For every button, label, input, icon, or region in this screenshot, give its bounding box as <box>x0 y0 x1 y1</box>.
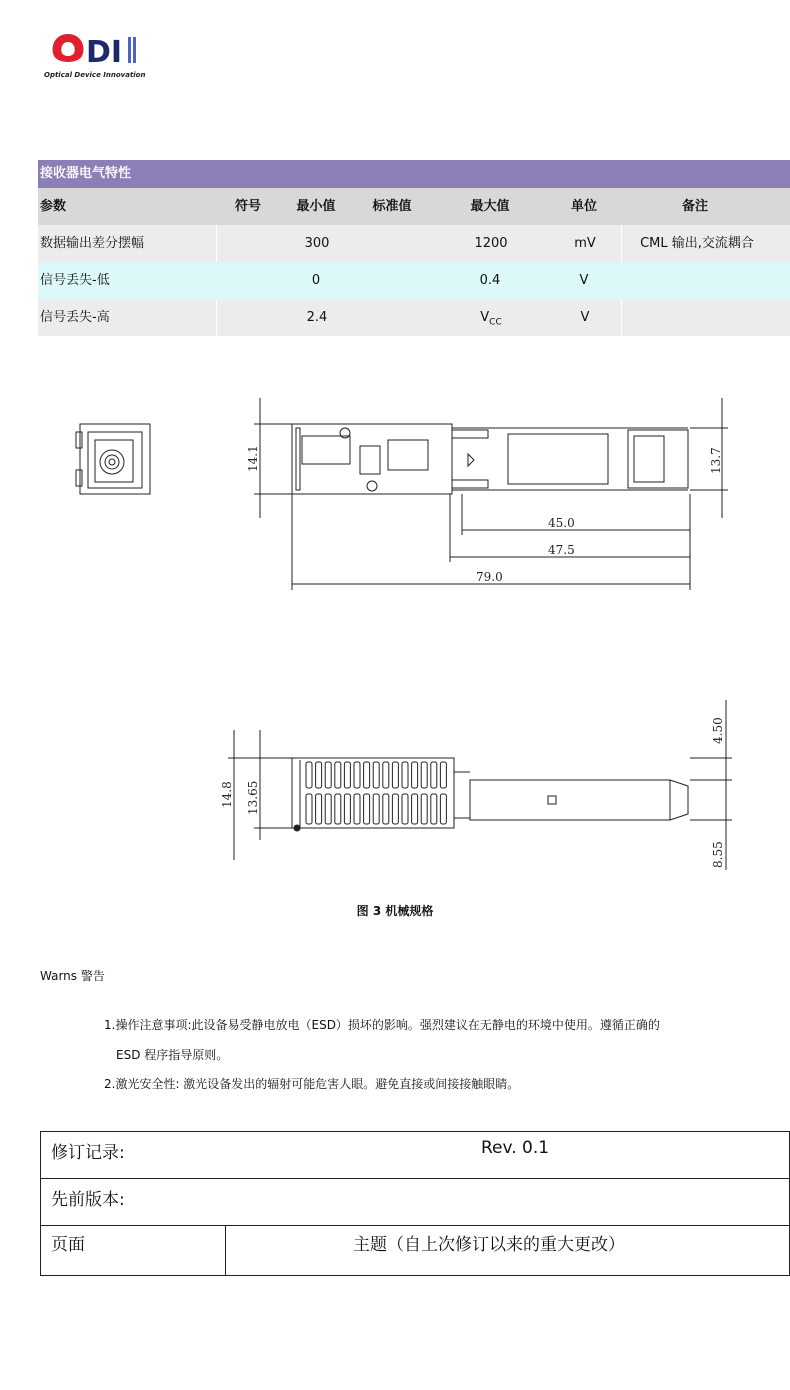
vcc-main: V <box>480 310 490 325</box>
heatsink-fin <box>325 794 331 824</box>
cell-symbol <box>216 299 281 336</box>
revision-record-label: 修订记录: <box>51 1143 125 1163</box>
cell-note <box>620 262 770 299</box>
cell-min: 0 <box>311 273 321 288</box>
mechanical-drawing <box>0 380 790 900</box>
heatsink-fin <box>440 762 446 788</box>
cell-max: 0.4 <box>479 273 501 288</box>
table-title: 接收器电气特性 <box>38 160 790 188</box>
cell-note <box>621 299 772 336</box>
dim-13-7: 13.7 <box>709 447 723 474</box>
cell-max: 1200 <box>474 236 508 251</box>
logo-letters: DI <box>86 35 123 70</box>
side-view-drawing <box>292 758 688 831</box>
cell-param: 信号丢失-低 <box>40 273 110 288</box>
warning-item-esd-cont: ESD 程序指导原则。 <box>116 1048 229 1062</box>
side-view-fins <box>306 762 446 824</box>
dim-45-0: 45.0 <box>548 516 575 530</box>
header-max: 最大值 <box>470 199 510 214</box>
warning-item-laser: 2.激光安全性: 激光设备发出的辐射可能危害人眼。避免直接或间接接触眼睛。 <box>104 1077 520 1091</box>
heatsink-fin <box>383 762 389 788</box>
heatsink-fin <box>402 794 408 824</box>
cell-param: 数据输出差分摆幅 <box>40 236 145 251</box>
heatsink-fin <box>354 794 360 824</box>
heatsink-fin <box>431 794 437 824</box>
heatsink-fin <box>335 762 341 788</box>
receiver-electrical-table <box>38 160 790 336</box>
heatsink-fin <box>354 762 360 788</box>
heatsink-fin <box>392 794 398 824</box>
heatsink-fin <box>440 794 446 824</box>
previous-version-row <box>41 1179 789 1226</box>
header-typ: 标准值 <box>372 199 412 214</box>
cell-typ <box>353 225 433 262</box>
top-view-drawing <box>292 424 688 494</box>
cell-typ <box>353 299 433 336</box>
cell-max-vcc <box>433 299 549 336</box>
cell-min: 2.4 <box>306 310 328 325</box>
dim-4-50: 4.50 <box>711 717 725 744</box>
heatsink-fin <box>316 794 322 824</box>
cell-typ <box>352 262 432 299</box>
cell-note: CML 输出,交流耦合 <box>621 225 772 262</box>
logo-caption: Optical Device Innovation <box>44 71 146 79</box>
side-view-dimensions <box>228 700 732 870</box>
revision-row <box>41 1132 789 1179</box>
heatsink-fin <box>344 794 350 824</box>
revision-number: Rev. 0.1 <box>481 1138 550 1158</box>
table-row <box>38 299 790 336</box>
table-header-row <box>38 188 790 225</box>
cell-symbol <box>216 262 280 299</box>
heatsink-fin <box>316 762 322 788</box>
cell-unit: mV <box>574 236 596 251</box>
heatsink-fin <box>364 762 370 788</box>
heatsink-fin <box>364 794 370 824</box>
heatsink-fin <box>373 762 379 788</box>
heatsink-fin <box>373 794 379 824</box>
dim-14-8: 14.8 <box>220 781 234 808</box>
header-note: 备注 <box>681 199 708 214</box>
heatsink-fin <box>412 762 418 788</box>
revision-table <box>40 1131 790 1276</box>
heatsink-fin <box>325 762 331 788</box>
heatsink-fin <box>383 794 389 824</box>
dim-8-55: 8.55 <box>711 841 725 868</box>
heatsink-fin <box>402 762 408 788</box>
front-view-drawing <box>76 424 150 494</box>
previous-version-label: 先前版本: <box>51 1190 125 1210</box>
cell-param: 信号丢失-高 <box>40 310 110 325</box>
dim-79-0: 79.0 <box>476 570 503 584</box>
cell-unit: V <box>580 310 590 325</box>
warnings-title: Warns 警告 <box>40 969 105 983</box>
heatsink-fin <box>431 762 437 788</box>
vcc-sub: CC <box>489 317 502 328</box>
page-column-label: 页面 <box>51 1235 85 1255</box>
revision-columns-row <box>41 1226 789 1275</box>
dim-47-5: 47.5 <box>548 543 575 557</box>
subject-column-label: 主题（自上次修订以来的重大更改） <box>353 1235 625 1255</box>
header-unit: 单位 <box>570 199 597 214</box>
heatsink-fin <box>335 794 341 824</box>
header-param: 参数 <box>40 199 67 214</box>
warning-item-esd: 1.操作注意事项:此设备易受静电放电（ESD）损坏的影响。强烈建议在无静电的环境中使用。遵循正确的 <box>104 1018 660 1032</box>
table-row <box>38 262 790 299</box>
heatsink-fin <box>421 762 427 788</box>
heatsink-fin <box>421 794 427 824</box>
heatsink-fin <box>392 762 398 788</box>
header-min: 最小值 <box>296 199 336 214</box>
heatsink-fin <box>306 762 312 788</box>
heatsink-fin <box>344 762 350 788</box>
cell-unit: V <box>579 273 589 288</box>
cell-min: 300 <box>304 236 330 251</box>
header-symbol: 符号 <box>234 199 261 214</box>
heatsink-fin <box>412 794 418 824</box>
dim-13-65: 13.65 <box>246 780 260 815</box>
dim-14-1: 14.1 <box>246 445 260 472</box>
table-row <box>38 225 790 262</box>
figure-caption: 图 3 机械规格 <box>356 904 434 918</box>
cell-symbol <box>216 225 281 262</box>
heatsink-fin <box>306 794 312 824</box>
